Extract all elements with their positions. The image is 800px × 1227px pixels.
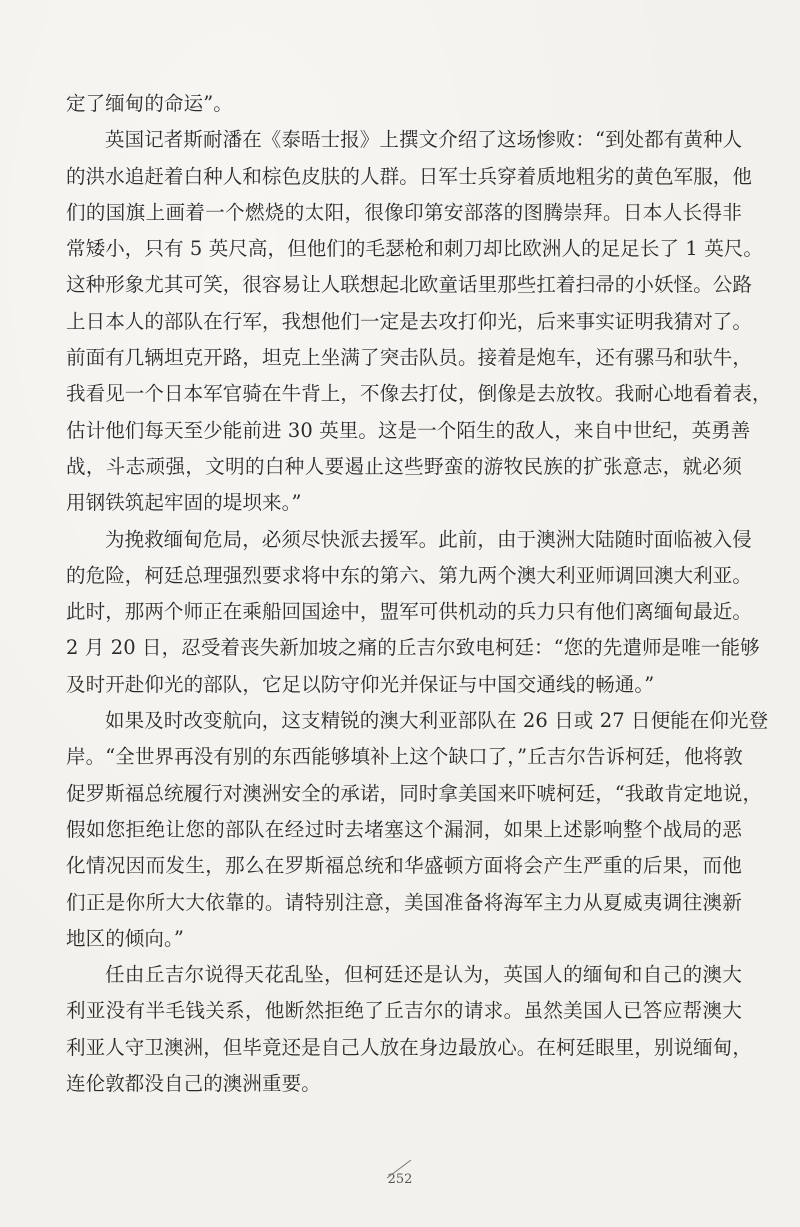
text-line: 们正是你所大大依靠的。请特别注意，美国准备将海军主力从夏威夷调往澳新: [66, 890, 742, 914]
text-line: 估计他们每天至少能前进 30 英里。这是一个陌生的敌人，来自中世纪，英勇善: [66, 418, 751, 442]
text-line: 我看见一个日本军官骑在牛背上，不像去打仗，倒像是去放牧。我耐心地看着表，: [66, 382, 772, 406]
text-line: 如果及时改变航向，这支精锐的澳大利亚部队在 26 日或 27 日便能在仰光登: [105, 709, 769, 733]
text-line: 地区的倾向。”: [66, 926, 184, 950]
text-line: 英国记者斯耐潘在《泰晤士报》上撰文介绍了这场惨败：“到处都有黄种人: [105, 128, 743, 152]
text-line: 2 月 20 日，忍受着丧失新加坡之痛的丘吉尔致电柯廷：“您的先遣师是唯一能够: [66, 636, 760, 660]
text-line: 利亚人守卫澳洲，但毕竟还是自己人放在身边最放心。在柯廷眼里，别说缅甸，: [66, 1035, 753, 1059]
text-line: 任由丘吉尔说得天花乱坠，但柯廷还是认为，英国人的缅甸和自己的澳大: [105, 963, 742, 987]
text-line: 岸。“全世界再没有别的东西能够填补上这个缺口了，”丘吉尔告诉柯廷，他将敦: [66, 745, 743, 769]
text-line: 的危险，柯廷总理强烈要求将中东的第六、第九两个澳大利亚师调回澳大利亚。: [66, 563, 753, 587]
body-text: [66, 86, 772, 1102]
text-line: 用钢铁筑起牢固的堤坝来。”: [66, 491, 302, 515]
text-line: 的洪水追赶着白种人和棕色皮肤的人群。日军士兵穿着质地粗劣的黄色军服，他: [66, 164, 753, 188]
text-line: 及时开赴仰光的部队，它足以防守仰光并保证与中国交通线的畅通。”: [66, 672, 655, 696]
page-number: 252: [387, 1172, 413, 1187]
text-line: 上日本人的部队在行军，我想他们一定是去攻打仰光，后来事实证明我猜对了。: [66, 309, 753, 333]
text-line: 利亚没有半毛钱关系，他断然拒绝了丘吉尔的请求。虽然美国人已答应帮澳大: [66, 999, 742, 1023]
text-line: 化情况因而发生，那么在罗斯福总统和华盛顿方面将会产生严重的后果，而他: [66, 854, 742, 878]
text-line: 假如您拒绝让您的部队在经过时去堵塞这个漏洞，如果上述影响整个战局的恶: [66, 817, 742, 841]
paragraph: [66, 122, 772, 521]
paragraph: [66, 86, 742, 122]
text-line: 连伦敦都没自己的澳洲重要。: [66, 1072, 321, 1096]
text-line: 战，斗志顽强，文明的白种人要遏止这些野蛮的游牧民族的扩张意志，就必须: [66, 454, 742, 478]
text-line: 常矮小，只有 5 英尺高，但他们的毛瑟枪和刺刀却比欧洲人的足足长了 1 英尺。: [66, 237, 764, 261]
text-line: 这种形象尤其可笑，很容易让人联想起北欧童话里那些扛着扫帚的小妖怪。公路: [66, 273, 753, 297]
text-line: 此时，那两个师正在乘船回国途中，盟军可供机动的兵力只有他们离缅甸最近。: [66, 600, 753, 624]
paragraph: [66, 522, 760, 703]
text-line: 为挽救缅甸危局，必须尽快派去援军。此前，由于澳洲大陆随时面临被入侵: [105, 527, 752, 551]
paragraph: [66, 957, 753, 1102]
text-line: 们的国旗上画着一个燃烧的太阳，很像印第安部落的图腾崇拜。日本人长得非: [66, 200, 742, 224]
paragraph: [66, 703, 769, 957]
text-line: 促罗斯福总统履行对澳洲安全的承诺，同时拿美国来吓唬柯廷，“我敢肯定地说，: [66, 781, 763, 805]
text-line: 定了缅甸的命运”。: [66, 92, 233, 115]
text-line: 前面有几辆坦克开路，坦克上坐满了突击队员。接着是炮车，还有骡马和驮牛，: [66, 346, 753, 370]
